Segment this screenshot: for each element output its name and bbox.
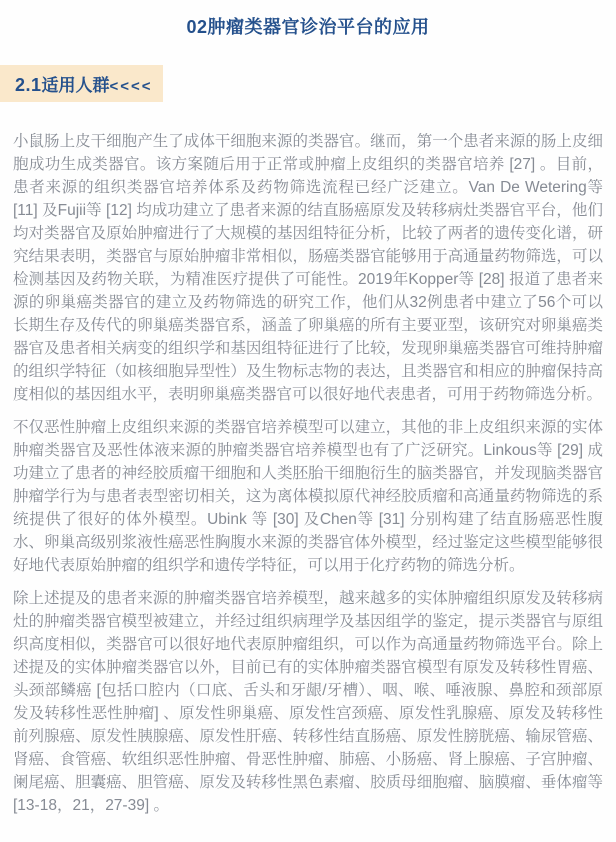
section-label: 适用人群 bbox=[41, 76, 110, 95]
paragraph: 除上述提及的患者来源的肿瘤类器官培养模型，越来越多的实体肿瘤组织原发及转移病灶的肿瘤类器官模型被建立，并经过组织病理学及基因组学的鉴定，提示类器官与原组织高度相似，类器官可以很好地代表原肿瘤组织，可以作为高通量药物筛选平台。除上述提及的实体肿瘤类器官以外，目前已有的实体肿瘤类器官模型有原发及转移性胃癌、头颈部鳞癌 [包括口腔内（口底、舌头和牙龈/牙槽）、咽、喉、唾液腺、鼻腔和颈部原发及转移性恶性肿瘤] 、原发性卵巢癌、原发性宫颈癌、原发性乳腺癌、原发及转移性前列腺癌、原发性胰腺癌、原发性肝癌、转移性结直肠癌、原发性膀胱癌、输尿管癌、肾癌、食管癌、软组织恶性肿瘤、骨恶性肿瘤、肺癌、小肠癌、肾上腺癌、子宫肿瘤、阑尾癌、胆囊癌、胆管癌、原发及转移性黑色素瘤、胶质母细胞瘤、脑膜瘤、垂体瘤等 [13-18，21，27-39] 。 bbox=[13, 590, 603, 814]
section-arrows-decoration: <<<< bbox=[109, 78, 153, 95]
section-number: 2.1 bbox=[15, 75, 42, 95]
paragraph: 不仅恶性肿瘤上皮组织来源的类器官培养模型可以建立，其他的非上皮组织来源的实体肿瘤类器官及恶性体液来源的肿瘤类器官培养模型也有了广泛研究。Linkous等 [29] 成功建立了患者的神经胶质瘤干细胞和人类胚胎干细胞衍生的脑类器官，并发现脑类器官肿瘤学行为与患者表型密切相关，这为离体模拟原代神经胶质瘤和高通量药物筛选的系统提供了很好的体外模型。Ubink 等 [30] 及Chen等 [31] 分别构建了结直肠癌恶性腹水、卵巢高级别浆液性癌恶性胸腹水来源的类器官体外模型，经过鉴定这些模型能够很好地代表原始肿瘤的组织学和遗传学特征，可以用于化疗药物的筛选分析。 bbox=[13, 419, 603, 574]
section-heading bbox=[0, 65, 163, 102]
paragraph: 小鼠肠上皮干细胞产生了成体干细胞来源的类器官。继而，第一个患者来源的肠上皮细胞成功生成类器官。该方案随后用于正常或肿瘤上皮组织的类器官培养 [27] 。目前，患者来源的组织类器官培养体系及药物筛选流程已经广泛建立。Van De Wetering等 [11] 及Fujii等 [12] 均成功建立了患者来源的结直肠癌原发及转移病灶类器官平台，他们均对类器官及原始肿瘤进行了大规模的基因组特征分析，比较了两者的遗传变化谱，研究结果表明，类器官与原始肿瘤非常相似，肠癌类器官能够用于高通量药物筛选，可以检测基因及药物关联，为精准医疗提供了可能性。2019年Kopper等 [28] 报道了患者来源的卵巢癌类器官的建立及药物筛选的研究工作，他们从32例患者中建立了56个可以长期生存及传代的卵巢癌类器官系，涵盖了卵巢癌的所有主要亚型，该研究对卵巢癌类器官及患者相关病变的组织学和基因组特征进行了比较，发现卵巢癌类器官可维持肿瘤的组织学特征（如核细胞异型性）及生物标志物的表达，且类器官和相应的肿瘤保持高度相似的基因组水平，表明卵巢癌类器官可以很好地代表患者，可用于药物筛选分析。 bbox=[13, 133, 603, 403]
document-body bbox=[13, 130, 603, 817]
page-title: 02肿瘤类器官诊治平台的应用 bbox=[186, 17, 430, 37]
